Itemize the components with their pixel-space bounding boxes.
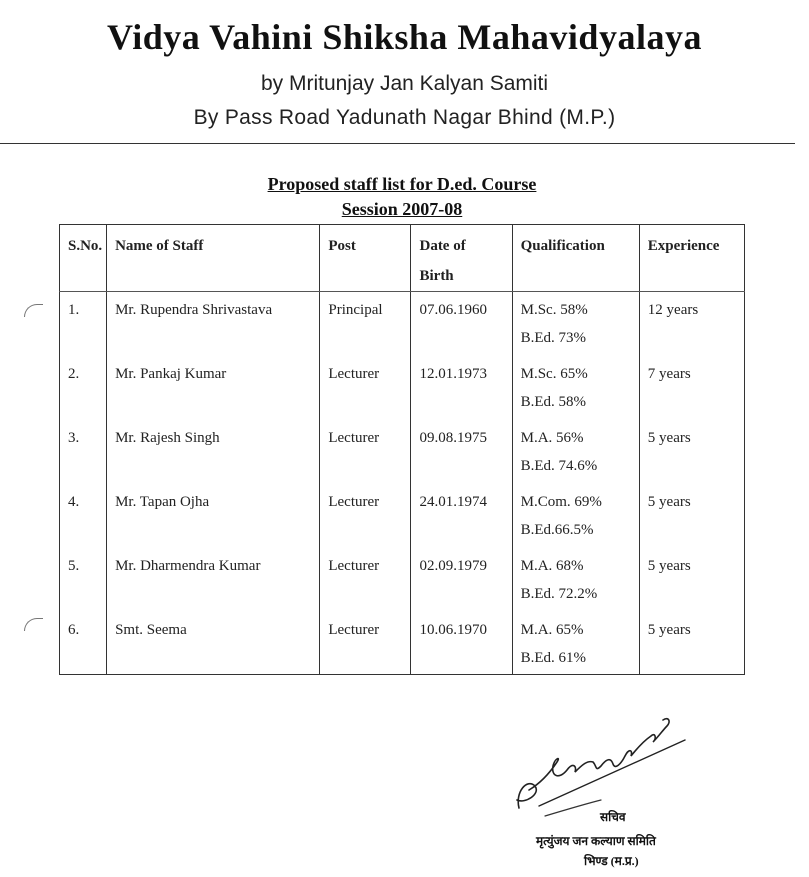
header-dob xyxy=(411,225,512,292)
cell-qualification xyxy=(512,484,639,548)
cell-sno: 5. xyxy=(60,548,107,612)
cell-experience: 5 years xyxy=(639,420,744,484)
cell-dob: 02.09.1979 xyxy=(411,548,512,612)
cell-experience: 5 years xyxy=(639,484,744,548)
cell-sno: 6. xyxy=(60,612,107,675)
cell-sno: 2. xyxy=(60,356,107,420)
cell-post: Principal xyxy=(320,292,411,357)
cell-name: Mr. Pankaj Kumar xyxy=(107,356,320,420)
cell-sno: 3. xyxy=(60,420,107,484)
cell-post: Lecturer xyxy=(320,420,411,484)
header-sno: S.No. xyxy=(60,225,107,292)
qualification-line: B.Ed.66.5% xyxy=(520,522,594,538)
table-header-row xyxy=(60,225,745,292)
list-title: Proposed staff list for D.ed. Course xyxy=(267,174,537,194)
cell-dob: 07.06.1960 xyxy=(411,292,512,357)
cell-post: Lecturer xyxy=(320,612,411,675)
cell-post: Lecturer xyxy=(320,356,411,420)
cell-sno: 1. xyxy=(60,292,107,357)
header-experience: Experience xyxy=(639,225,744,292)
cell-qualification xyxy=(512,420,639,484)
staff-table xyxy=(59,224,745,675)
header-dob-line2: Birth xyxy=(419,268,454,284)
seal-society-name: मृत्युंजय जन कल्याण समिति xyxy=(536,834,656,848)
header-divider xyxy=(0,143,795,144)
table-row xyxy=(60,420,745,484)
cell-experience: 12 years xyxy=(639,292,744,357)
header-name: Name of Staff xyxy=(107,225,320,292)
qualification-line: M.A. 65% xyxy=(520,622,584,638)
cell-qualification xyxy=(512,612,639,675)
qualification-line: B.Ed. 58% xyxy=(520,394,587,410)
table-row xyxy=(60,356,745,420)
cell-sno: 4. xyxy=(60,484,107,548)
qualification-line: M.A. 56% xyxy=(520,430,584,446)
cell-experience: 5 years xyxy=(639,612,744,675)
cell-name: Mr. Dharmendra Kumar xyxy=(107,548,320,612)
college-address: By Pass Road Yadunath Nagar Bhind (M.P.) xyxy=(193,106,616,129)
cell-qualification xyxy=(512,548,639,612)
qualification-line: M.Sc. 58% xyxy=(520,302,588,318)
qualification-line: M.Sc. 65% xyxy=(520,366,588,382)
qualification-line: M.A. 68% xyxy=(520,558,584,574)
cell-qualification xyxy=(512,292,639,357)
cell-experience: 5 years xyxy=(639,548,744,612)
table-row xyxy=(60,292,745,357)
cell-post: Lecturer xyxy=(320,548,411,612)
cell-dob: 12.01.1973 xyxy=(411,356,512,420)
table-row xyxy=(60,548,745,612)
cell-dob: 09.08.1975 xyxy=(411,420,512,484)
qualification-line: B.Ed. 61% xyxy=(520,650,587,666)
header-qualification: Qualification xyxy=(512,225,639,292)
header-post: Post xyxy=(320,225,411,292)
cell-name: Smt. Seema xyxy=(107,612,320,675)
qualification-line: B.Ed. 73% xyxy=(520,330,587,346)
society-subtitle: by Mritunjay Jan Kalyan Samiti xyxy=(260,72,549,95)
seal-designation: सचिव xyxy=(600,810,626,824)
college-title: Vidya Vahini Shiksha Mahavidyalaya xyxy=(107,17,702,57)
qualification-line: M.Com. 69% xyxy=(520,494,602,510)
cell-experience: 7 years xyxy=(639,356,744,420)
table-row xyxy=(60,612,745,675)
cell-dob: 24.01.1974 xyxy=(411,484,512,548)
qualification-line: B.Ed. 74.6% xyxy=(520,458,598,474)
cell-post: Lecturer xyxy=(320,484,411,548)
header-dob-line1: Date of xyxy=(419,238,466,254)
qualification-line: B.Ed. 72.2% xyxy=(520,586,598,602)
punch-mark xyxy=(24,618,43,631)
cell-name: Mr. Rupendra Shrivastava xyxy=(107,292,320,357)
punch-mark xyxy=(24,304,43,317)
cell-dob: 10.06.1970 xyxy=(411,612,512,675)
cell-name: Mr. Rajesh Singh xyxy=(107,420,320,484)
cell-name: Mr. Tapan Ojha xyxy=(107,484,320,548)
session-label: Session 2007-08 xyxy=(341,199,463,219)
cell-qualification xyxy=(512,356,639,420)
table-row xyxy=(60,484,745,548)
seal-place: भिण्ड (म.प्र.) xyxy=(584,854,639,868)
